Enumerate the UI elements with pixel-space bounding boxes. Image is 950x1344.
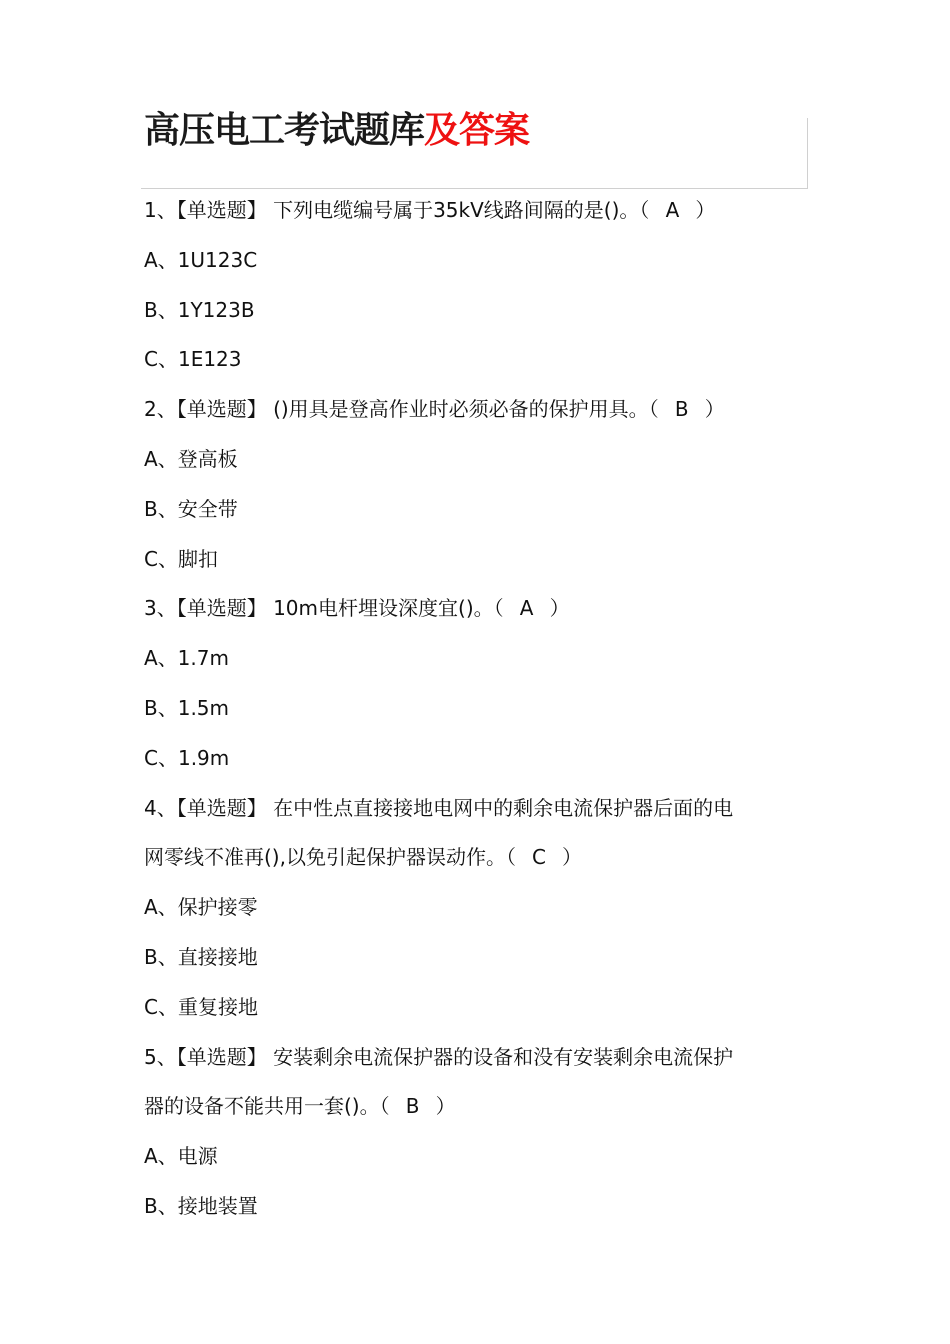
answer-letter: B [674, 397, 689, 422]
answer-letter: B [405, 1094, 420, 1119]
question-stem-continued [144, 833, 812, 883]
answer-letter: C [531, 845, 546, 870]
question-text: 2、【单选题】 ()用具是登高作业时必须必备的保护用具。 [144, 397, 649, 422]
option: B、1.5m [144, 695, 230, 720]
answer-letter: A [665, 198, 680, 222]
answer-letter: A [519, 596, 534, 621]
answer-key: （ A ） [494, 596, 570, 620]
option: A、电源 [144, 1144, 218, 1169]
question-text: 网零线不准再(),以免引起保护器误动作。 [144, 845, 506, 870]
answer-key: （ C ） [506, 845, 582, 869]
option: A、登高板 [144, 446, 238, 471]
answer-key: （ A ） [639, 198, 715, 222]
question-text: 1、【单选题】 下列电缆编号属于35kV线路间隔的是()。 [144, 198, 640, 222]
page-title [144, 104, 529, 158]
question-list [144, 186, 812, 1232]
question-stem: 5、【单选题】 安装剩余电流保护器的设备和没有安装剩余电流保护 [144, 1044, 734, 1069]
option: B、安全带 [144, 496, 238, 521]
question-text: 器的设备不能共用一套()。 [144, 1094, 380, 1119]
option: C、脚扣 [144, 546, 218, 571]
title-highlight: 及答案 [424, 110, 530, 151]
question-stem: 4、【单选题】 在中性点直接接地电网中的剩余电流保护器后面的电 [144, 795, 734, 820]
option: B、直接接地 [144, 944, 258, 969]
question-text: 3、【单选题】 10m电杆埋设深度宜()。 [144, 596, 494, 621]
option: A、1.7m [144, 646, 229, 671]
option: C、1.9m [144, 745, 230, 770]
option: B、接地装置 [144, 1193, 258, 1218]
question-stem [144, 584, 812, 634]
option: A、保护接零 [144, 895, 258, 920]
answer-key: （ B ） [380, 1094, 456, 1118]
question-stem [144, 385, 812, 435]
option: A、1U123C [144, 247, 258, 272]
question-stem-continued [144, 1082, 812, 1132]
title-main: 高压电工考试题库 [144, 110, 425, 151]
question-stem [144, 186, 812, 236]
option: B、1Y123B [144, 297, 255, 322]
option: C、重复接地 [144, 994, 258, 1019]
answer-key: （ B ） [649, 397, 725, 421]
option: C、1E123 [144, 347, 242, 372]
